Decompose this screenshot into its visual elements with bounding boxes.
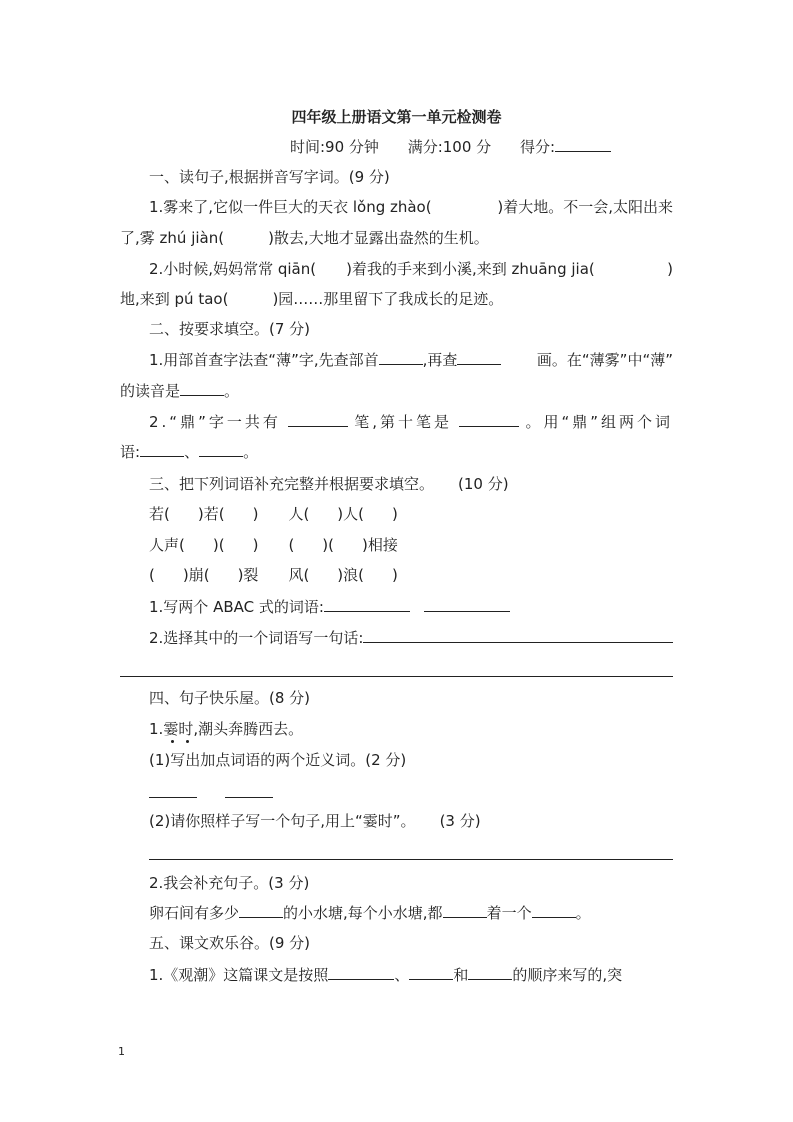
answer-blank[interactable]	[199, 442, 243, 457]
s3-q1	[149, 597, 510, 617]
text: 1.雾来了,它似一件巨大的天衣 lǒng zhào(	[149, 198, 432, 216]
text: 2.选择其中的一个词语写一句话:	[149, 629, 364, 647]
answer-blank[interactable]	[468, 965, 512, 980]
section-1-heading: 一、读句子,根据拼音写字词。(9 分)	[149, 168, 390, 186]
score-label: 得分:	[519, 138, 555, 156]
word-part: 若(	[149, 505, 170, 523]
text: )园……那里留下了我成长的足迹。	[272, 290, 504, 308]
s1-q1-line1	[149, 197, 673, 217]
s4-q1	[149, 719, 303, 739]
s1-q2-line1	[149, 259, 673, 279]
text: 的小水塘,每个小水塘,都	[283, 904, 443, 922]
word-part: 风(	[288, 566, 310, 584]
word-fill-row	[149, 535, 398, 555]
answer-blank[interactable]	[149, 797, 197, 798]
word-fill-row	[149, 565, 398, 585]
answer-blank[interactable]	[225, 797, 273, 798]
answer-line[interactable]	[149, 859, 673, 860]
answer-blank[interactable]	[444, 197, 484, 217]
s2-q2-line2	[120, 442, 258, 462]
text: )	[667, 260, 673, 278]
answer-blank[interactable]	[324, 597, 410, 612]
answer-blank[interactable]	[379, 350, 423, 365]
text: 语:	[120, 443, 141, 461]
text: 、	[394, 966, 410, 984]
points: (10 分)	[458, 475, 509, 493]
text: ,潮头奔腾西去。	[193, 720, 304, 738]
word-part: )若(	[197, 505, 225, 523]
word-part: (	[288, 536, 295, 554]
word-part: )崩(	[182, 566, 210, 584]
word-part: )浪(	[337, 566, 365, 584]
text: (2)请你照样子写一个句子,用上“霎时”。	[149, 812, 416, 830]
answer-blank[interactable]	[328, 965, 394, 980]
answer-blank[interactable]	[424, 597, 510, 612]
s4-q2-sentence	[149, 903, 591, 923]
answer-blank[interactable]	[239, 903, 283, 918]
text: 的读音是	[120, 382, 181, 400]
s2-q1-line2	[120, 381, 239, 401]
text: ,再查	[422, 351, 458, 369]
word-part: )(	[322, 536, 335, 554]
text: 、	[184, 443, 200, 461]
answer-blank[interactable]	[316, 259, 346, 279]
text: 1.用部首查字法查“薄”字,先查部首	[149, 351, 379, 369]
answer-line[interactable]	[120, 676, 673, 677]
answer-blank[interactable]	[363, 628, 673, 643]
text: 笔,第十笔是	[354, 413, 453, 431]
section-2-heading: 二、按要求填空。(7 分)	[149, 320, 311, 338]
word-part: )裂	[237, 566, 259, 584]
text: 的顺序来写的,突	[512, 966, 623, 984]
points: (3 分)	[439, 812, 481, 830]
s2-q1-line1	[149, 350, 673, 370]
word-part: 人声(	[149, 536, 185, 554]
answer-blank[interactable]	[457, 350, 501, 365]
word-part: )	[392, 566, 398, 584]
s4-q1b	[149, 811, 481, 831]
text: 。用“鼎”组两个词	[525, 413, 673, 431]
text: 卵石间有多少	[149, 904, 240, 922]
text: 1.《观潮》这篇课文是按照	[149, 966, 329, 984]
page-number: 1	[118, 1045, 125, 1058]
s1-q2-line2	[120, 289, 503, 309]
section-4-heading: 四、句子快乐屋。(8 分)	[149, 689, 311, 707]
answer-blank[interactable]	[443, 903, 487, 918]
text: 着一个	[486, 904, 532, 922]
text: )着我的手来到小溪,来到 zhuāng jia(	[346, 260, 595, 278]
exam-meta	[290, 137, 611, 157]
text: 。	[224, 382, 240, 400]
section-3-heading	[149, 474, 509, 494]
text: 三、把下列词语补充完整并根据要求填空。	[149, 475, 435, 493]
full-score-label: 满分:100 分	[407, 138, 492, 156]
dotted-char: 霎	[163, 720, 179, 738]
word-part: )	[252, 505, 259, 523]
section-5-heading: 五、课文欢乐谷。(9 分)	[149, 934, 311, 952]
answer-blank[interactable]	[288, 412, 348, 427]
word-part: )	[392, 505, 398, 523]
s1-q1-line2	[120, 228, 489, 248]
word-part: (	[149, 566, 155, 584]
text: 了,雾 zhú jiàn(	[120, 229, 225, 247]
time-label: 时间:90 分钟	[290, 138, 379, 156]
text: 1.	[149, 720, 164, 738]
s4-q1a: (1)写出加点词语的两个近义词。(2 分)	[149, 751, 407, 769]
word-part: )相接	[362, 536, 398, 554]
word-fill-row	[149, 504, 398, 524]
word-part: )人(	[337, 505, 365, 523]
s5-q1	[149, 965, 622, 985]
text: 地,来到 pú tao(	[120, 290, 229, 308]
s3-q2	[149, 628, 673, 648]
word-part: 人(	[288, 505, 310, 523]
text: 。	[243, 443, 259, 461]
answer-blank[interactable]	[409, 965, 453, 980]
text: 2.小时候,妈妈常常 qiān(	[149, 260, 317, 278]
text: 1.写两个 ABAC 式的词语:	[149, 598, 324, 616]
text: 和	[453, 966, 469, 984]
answer-blank[interactable]	[595, 259, 667, 279]
word-part: )(	[212, 536, 225, 554]
dotted-char: 时	[178, 720, 194, 738]
page-title: 四年级上册语文第一单元检测卷	[291, 108, 502, 126]
answer-blank[interactable]	[532, 903, 576, 918]
text: 2.“鼎”字一共有	[149, 413, 281, 431]
answer-blank[interactable]	[180, 381, 224, 396]
text: )散去,大地才显露出盎然的生机。	[268, 229, 489, 247]
text: 画。在“薄雾”中“薄”	[536, 351, 673, 369]
answer-blank[interactable]	[459, 412, 519, 427]
s2-q2-line1	[149, 412, 673, 432]
score-blank[interactable]	[555, 137, 611, 152]
answer-blank[interactable]	[140, 442, 184, 457]
text: )着大地。不一会,太阳出来	[497, 198, 673, 216]
s4-q2: 2.我会补充句子。(3 分)	[149, 874, 310, 892]
word-part: )	[252, 536, 259, 554]
text: 。	[575, 904, 591, 922]
